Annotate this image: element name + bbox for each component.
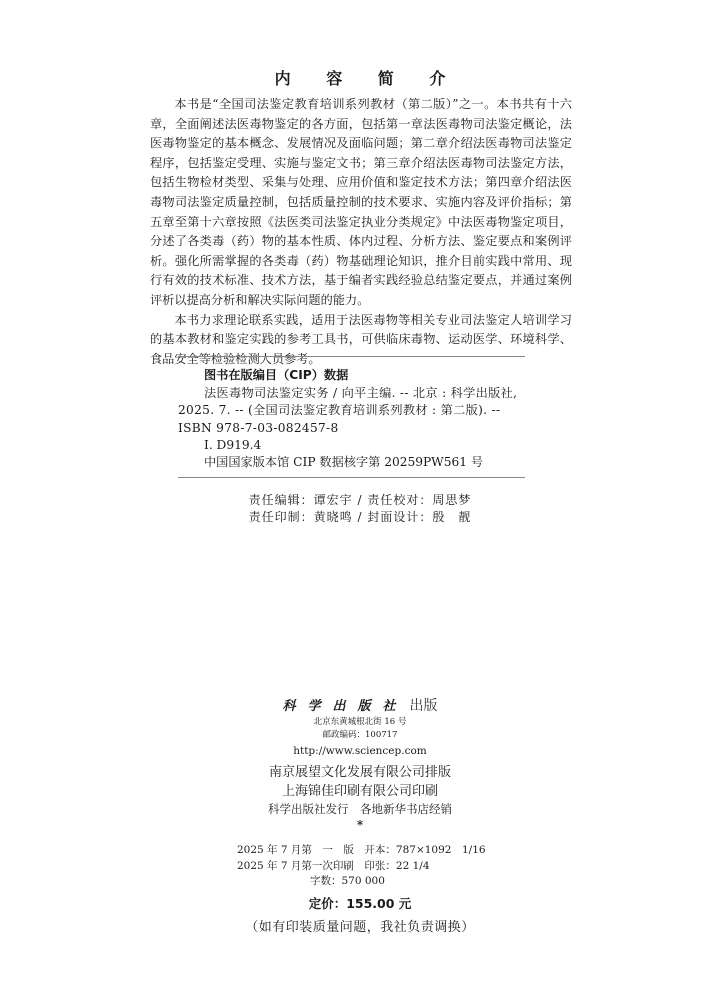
page-title: 内 容 简 介: [274, 69, 461, 88]
publisher-block: [0, 697, 720, 760]
publisher-address: 北京东黄城根北街 16 号: [313, 717, 407, 727]
credits-line-1: 责任编辑：谭宏宇 / 责任校对：周思梦: [248, 493, 472, 507]
cip-classification: Ⅰ. D919.4: [204, 437, 262, 452]
word-count-line: 字数：570 000: [310, 875, 385, 887]
summary-paragraph-2: 本书力求理论联系实践，适用于法医毒物等相关专业司法鉴定人培训学习的基本教材和鉴定实践的参考工具书，可供临床毒物、运动医学、环境科学、食品安全等检验检测人员参考。: [150, 312, 572, 366]
publisher-url: http://www.sciencep.com: [293, 745, 427, 757]
edition-block: [237, 843, 537, 890]
quality-note: （如有印装质量问题，我社负责调换）: [245, 920, 475, 935]
cip-data-block: [178, 356, 525, 478]
published-label: 出版: [409, 698, 438, 714]
cip-number: 中国国家版本馆 CIP 数据核字第 20259PW561 号: [204, 455, 484, 470]
summary-paragraph-1: 本书是“全国司法鉴定教育培训系列教材（第二版）”之一。本书共有十六章，全面阐述法医毒物鉴定的各方面，包括第一章法医毒物司法鉴定概论，法医毒物鉴定的基本概念、发展情况及面临问题；第二章介绍法医毒物司法鉴定程序，包括鉴定受理、实施与鉴定文书；第三章介绍法医毒物司法鉴定方法，包括生物检材类型、采集与处理、应用价值和鉴定技术方法；第四章介绍法医毒物司法鉴定质量控制，包括质量控制的技术要求、实施内容及评价指标；第五章至第十六章按照《法医类司法鉴定执业分类规定》中法医毒物鉴定项目，分述了各类毒（药）物的基本性质、体内过程、分析方法、鉴定要点和案例评析。强化所需掌握的各类毒（药）物基础理论知识，推介目前实践中常用、现行有效的技术标准、技术方法，基于编者实践经验总结鉴定要点，并通过案例评析以提高分析和解决实际问题的能力。: [150, 97, 572, 307]
first-printing-line: 2025 年 7 月第一次印刷 印张：22 1/4: [237, 859, 430, 872]
printer-line: 上海锦佳印刷有限公司印刷: [281, 784, 438, 799]
separator-star: *: [356, 818, 364, 832]
distribution-line: 科学出版社发行 各地新华书店经销: [268, 802, 452, 816]
printing-block: [0, 763, 720, 818]
publisher-line: [0, 697, 720, 716]
price-label: 定价：155.00 元: [308, 896, 412, 911]
editorial-credits: [0, 492, 720, 526]
cip-entry: 法医毒物司法鉴定实务 / 向平主编. -- 北京 : 科学出版社, 2025. 7. -- (全国司法鉴定教育培训系列教材 : 第二版). -- ISBN 978-7-03-082457-8: [178, 386, 518, 435]
cip-heading: 图书在版编目（CIP）数据: [204, 368, 349, 382]
publisher-postcode: 邮政编码：100717: [322, 730, 398, 740]
typesetting-line: 南京展望文化发展有限公司排版: [268, 765, 451, 780]
publisher-logo: 科学出版社: [282, 699, 408, 714]
first-edition-line: 2025 年 7 月第 一 版 开本：787×1092 1/16: [237, 844, 486, 856]
book-summary: [150, 95, 572, 369]
credits-line-2: 责任印制：黄晓鸣 / 封面设计：殷 靓: [248, 510, 472, 524]
